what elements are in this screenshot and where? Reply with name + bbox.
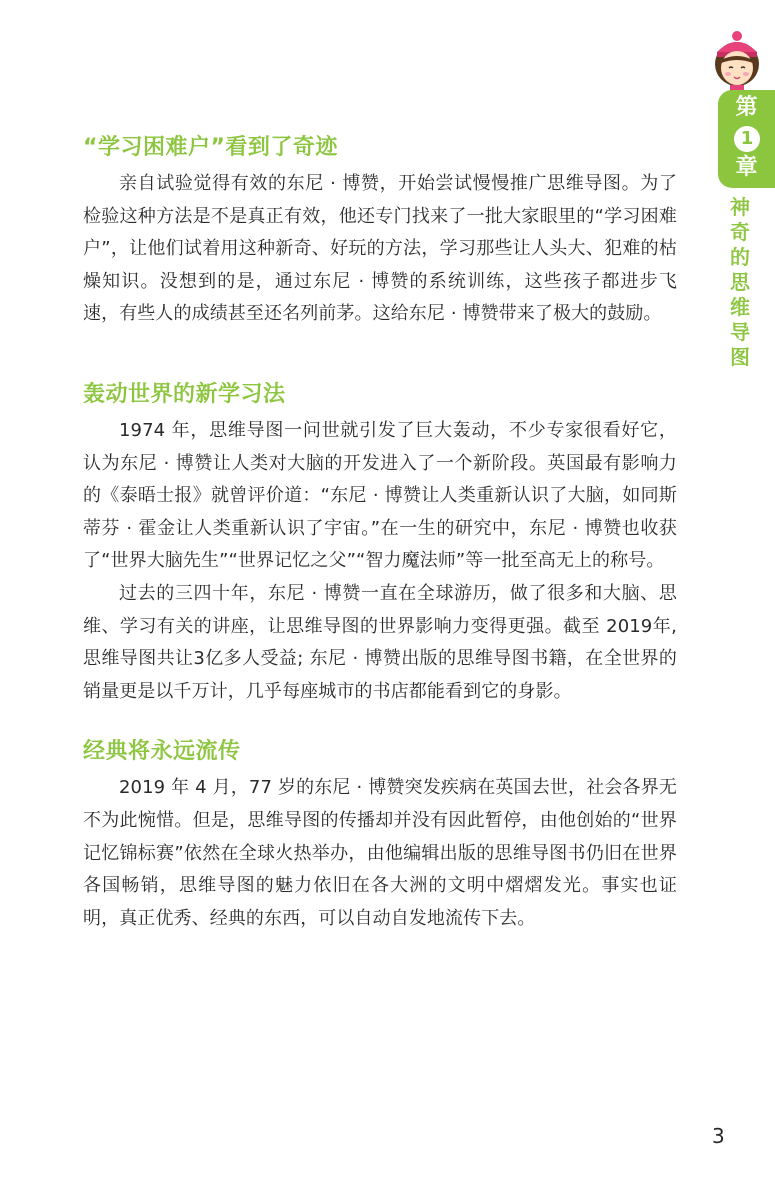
page-number: 3 [712, 1124, 725, 1148]
chapter-tab [718, 90, 775, 188]
main-content [83, 128, 677, 935]
paragraph: 2019 年 4 月，77 岁的东尼 · 博赞突发疾病在英国去世，社会各界无不为此惋惜。但是，思维导图的传播却并没有因此暂停，由他创始的“世界记忆锦标赛”依然在全球火热举办，由他编辑出版的思维导图书仍旧在世界各国畅销，思维导图的魅力依旧在各大洲的文明中熠熠发光。事实也证明，真正优秀、经典的东西，可以自动自发地流传下去。 [83, 777, 677, 929]
section-title-classic-legacy: 经典将永远流传 [83, 739, 241, 765]
chapter-number-badge: 1 [734, 126, 760, 152]
section-title-new-learning-method: 轰动世界的新学习法 [83, 381, 286, 407]
chapter-prefix: 第 [735, 95, 758, 120]
paragraph: 亲自试验觉得有效的东尼 · 博赞，开始尝试慢慢推广思维导图。为了检验这种方法是不是真正有效，他还专门找来了一批大家眼里的“学习困难户”，让他们试着用这种新奇、好玩的方法，学习那些让人头大、犯难的枯燥知识。没想到的是，通过东尼 · 博赞的系统训练，这些孩子都进步飞速，有些人的成绩甚至还名列前茅。这给东尼 · 博赞带来了极大的鼓励。 [83, 173, 677, 325]
chapter-name: 神奇的思维导图 [730, 195, 750, 369]
chapter-suffix: 章 [735, 155, 758, 180]
paragraph: 过去的三四十年，东尼 · 博赞一直在全球游历，做了很多和大脑、思维、学习有关的讲座，让思维导图的世界影响力变得更强。截至 2019年,思维导图共让3亿多人受益; 东尼 · 博赞出版的思维导图书籍，在全世界的销量更是以千万计，几乎每座城市的书店都能看到它的身影。 [83, 582, 677, 702]
paragraph: 1974 年，思维导图一问世就引发了巨大轰动，不少专家很看好它，认为东尼 · 博赞让人类对大脑的开发进入了一个新阶段。英国最有影响力的《泰晤士报》就曾评价道：“东尼 · 博赞让人类重新认识了大脑，如同斯蒂芬 · 霍金让人类重新认识了宇宙。”在一生的研究中，东尼 · 博赞也收获了“世界大脑先生”“世界记忆之父”“智力魔法师”等一批至高无上的称号。 [83, 419, 677, 572]
mascot-girl-icon [708, 30, 766, 94]
section-title-learning-difficulty: “学习困难户”看到了奇迹 [83, 135, 338, 160]
